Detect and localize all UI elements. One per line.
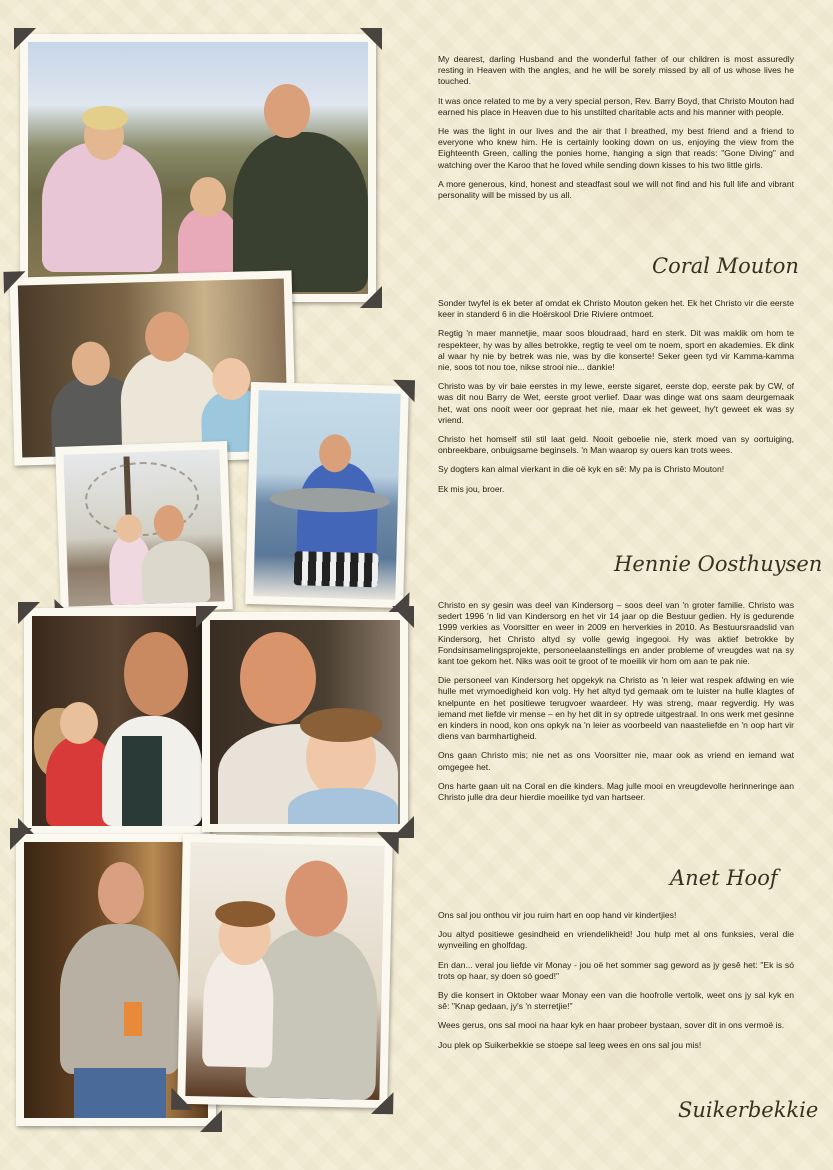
- paragraph: Christo en sy gesin was deel van Kindersorg – soos deel van 'n groter familie. Christo was sedert 1996 'n lid van Kindersorg en het vir 14 jaar op die Bestuur gedien. Hy is gedurende 1999 verkies as Voorsitter en weer in 2009 en herverkies in 2010. As Bestuursraadslid van Kindersorg, het Christo altyd sy volle gewig ingegooi. Hy was aktief betrokke by Fondsinsamelingsprojekte, personeelaanstellings en ander probleme of vreugdes wat na sy kant toe gekom het. Niks was ooit te groot of te moeilik vir hom om aan te pak nie.: [438, 600, 794, 667]
- photo-corner-icon: [14, 28, 36, 50]
- photo-corner-icon: [376, 832, 398, 854]
- photo-corner-icon: [392, 606, 414, 628]
- paragraph: Jou plek op Suikerbekkie se stoepe sal leeg wees en ons sal jou mis!: [438, 1039, 702, 1050]
- photo-corner-icon: [371, 1092, 393, 1114]
- paragraph: Wees gerus, ons sal mooi na haar kyk en haar probeer bystaan, sover dit in ons vermoë is.: [438, 1020, 785, 1031]
- paragraph: My dearest, darling Husband and the wonderful father of our children is most assuredly resting in Heaven with the angles, and he will be sorely missed by all of us whose lives he touched.: [438, 54, 794, 87]
- photo-corner-icon: [171, 1088, 193, 1110]
- signature-anet: Anet Hoof: [670, 866, 778, 890]
- paragraph: Christo was by vir baie eerstes in my lewe, eerste sigaret, eerste dop, eerste pak by CW, of was dit nou Barry de Wet, eerste groot verlief. Daar was dinge wat ons saam deurgemaak het, wat ons nooit weer oor gepraat het nie, maar ek het geweet, hy't geweet ek was sy vriend.: [438, 381, 794, 425]
- photo-corner-icon: [3, 271, 26, 294]
- photo-corner-icon: [360, 286, 382, 308]
- paragraph: Ons harte gaan uit na Coral en die kinders. Mag julle mooi en vreugdevolle herinneringe aan Christo julle dra deur hierdie moeilike tyd van hartseer.: [438, 780, 794, 803]
- tribute-anet: [438, 600, 794, 811]
- paragraph: Sonder twyfel is ek beter af omdat ek Christo Mouton geken het. Ek het Christo vir die eerste keer in standerd 6 in die Hoërskool Drie Riviere ontmoet.: [438, 298, 794, 320]
- tribute-hennie: [438, 298, 794, 503]
- photo-corner-icon: [360, 28, 382, 50]
- paragraph: A more generous, kind, honest and steadfast soul we will not find and his full life and vibrant personality will be missed by us all.: [438, 178, 794, 201]
- signature-suikerbekkie: Suikerbekkie: [678, 1098, 819, 1122]
- photo-corner-icon: [18, 602, 40, 624]
- photo-man-girl-teddy: [24, 608, 210, 834]
- paragraph: En dan... veral jou liefde vir Monay - jou oë het sommer sag geword as jy gesê het: "Ek is só trots op haar, sy doen só goed!": [438, 959, 794, 981]
- photo-corner-icon: [392, 380, 415, 403]
- paragraph: Sy dogters kan almal vierkant in die oë kyk en sê: My pa is Christo Mouton!: [438, 464, 725, 475]
- paragraph: Ons gaan Christo mis; nie net as ons Voorsitter nie, maar ook as vriend en iemand wat omgegee het.: [438, 750, 794, 772]
- photo-family-landscape: [20, 34, 376, 302]
- photo-man-with-fish: [245, 382, 409, 608]
- photo-man-holding-girl: [177, 834, 393, 1108]
- signature-coral: Coral Mouton: [652, 254, 799, 278]
- paragraph: Jou altyd positiewe gesindheid en vriendelikheid! Jou hulp met al ons funksies, veral die wynveiling en gholfdag.: [438, 929, 794, 951]
- paragraph: It was once related to me by a very special person, Rev. Barry Boyd, that Christo Mouton had earned his place in Heaven due to his unstilted charitable acts and his manner with people.: [438, 95, 794, 117]
- paragraph: Christo het homself stil stil laat geld. Nooit geboelie nie, sterk moed van sy oortuiging, onbreekbare, onbuigsame beginsels. 'n Man waarop sy ouers kan trots wees.: [438, 434, 794, 456]
- photo-corner-icon: [10, 828, 32, 850]
- photo-corner-icon: [200, 1110, 222, 1132]
- paragraph: Ons sal jou onthou vir jou ruim hart en oop hand vir kindertjies!: [438, 910, 677, 920]
- photo-man-child-tree: [55, 441, 233, 615]
- paragraph: Ek mis jou, broer.: [438, 483, 505, 494]
- paragraph: Regtig 'n maer mannetjie, maar soos bloudraad, hard en sterk. Dit was maklik om hom te respekteer, hy was by alles betrokke, regtig te veel om te noem, sport en akademies. Ek dink al waar hy nie by betrek was nie, was by die konserte! Seker geen tyd vir Kamma-kamma nie, soos tot nou toe, nikse strooi nie... dankie!: [438, 328, 794, 373]
- photo-corner-icon: [196, 606, 218, 628]
- tribute-coral: [438, 54, 794, 209]
- tribute-suikerbekkie: [438, 910, 794, 1059]
- signature-hennie: Hennie Oosthuysen: [614, 552, 823, 576]
- paragraph: Die personeel van Kindersorg het opgekyk na Christo as 'n leier wat respek afdwing en wie hulle met vrymoedigheid kon volg. Hy het altyd tyd gemaak om te luister na hulle klagtes of knelpunte en het positiewe terugvoer waardeer. Hy was streng, maar regverdig. Hy was iemand met liefde vir mense – en hy het dit in sy optrede uitgestraal. In ons werk met gesinne en kinders in nood, kon ons opkyk na 'n leier as voorbeeld van naasteliefde en 'n oop hart vir diens van barmhartigheid.: [438, 675, 794, 742]
- photo-man-smiling-girl: [202, 612, 408, 832]
- paragraph: By die konsert in Oktober waar Monay een van die hoofrolle vertolk, weet ons jy sal kyk en sê: "Knap gedaan, jy's 'n sterretjie!": [438, 990, 794, 1012]
- paragraph: He was the light in our lives and the air that I breathed, my best friend and a friend to everyone who knew him. He is certainly looking down on us, enjoying the view from the Eighteenth Green, calling the ponies home, hanging a sign that reads: "Gone Diving" and watching over the Karoo that he loved while sending down kisses to his two little girls.: [438, 126, 794, 170]
